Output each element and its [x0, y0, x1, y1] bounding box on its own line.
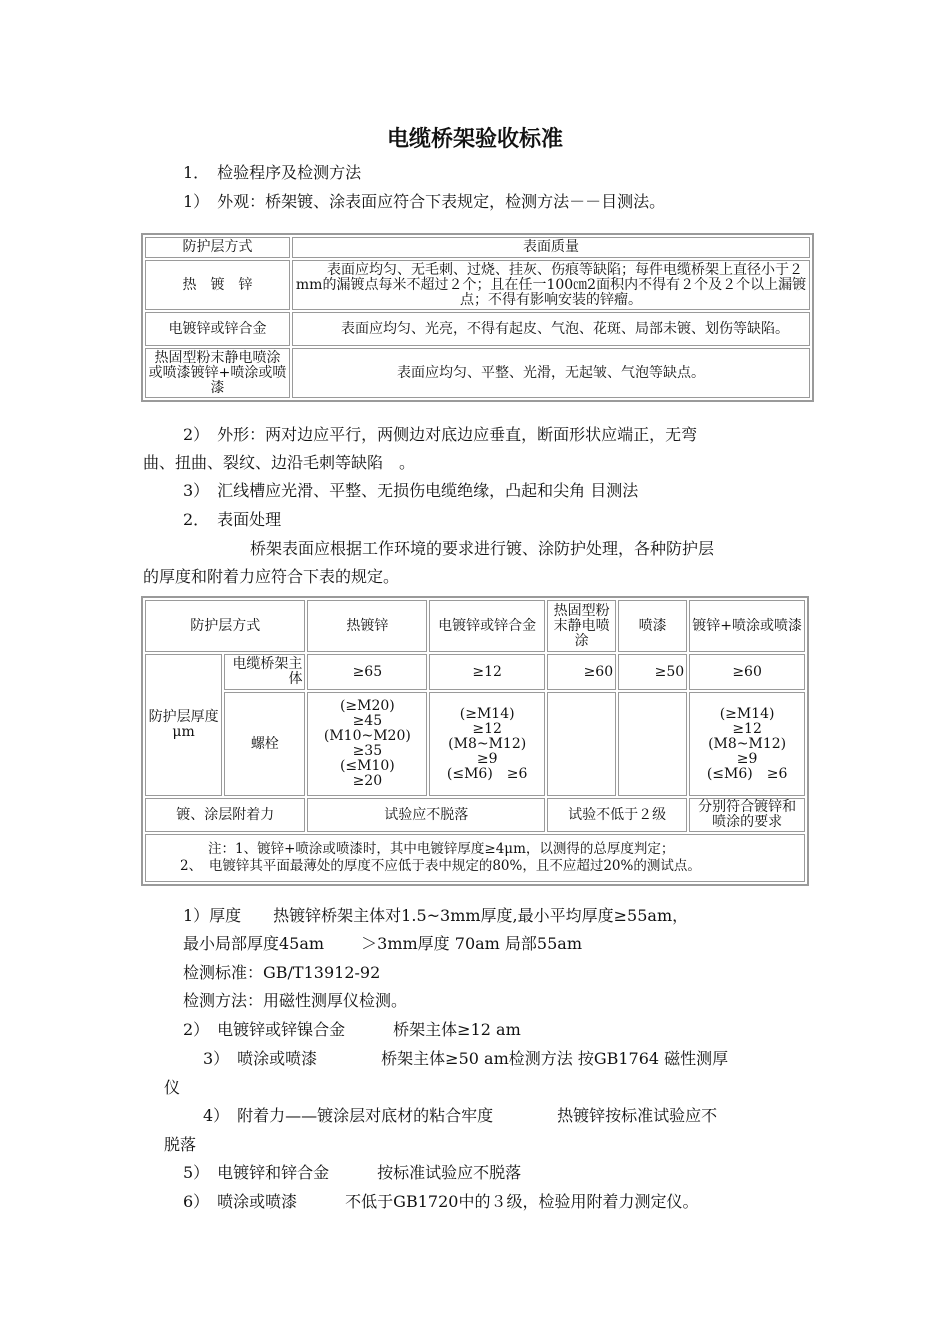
- table-cell: [547, 692, 616, 796]
- table-cell: 表面应均匀、光亮，不得有起皮、气泡、花斑、局部未镀、划伤等缺陷。: [292, 312, 810, 346]
- bolt-line: ≥9: [476, 750, 498, 767]
- paragraph: 2） 电镀锌或锌镍合金 桥架主体≥12 am: [183, 1020, 521, 1039]
- table-cell: 试验不低于２级: [547, 798, 687, 832]
- table-header: 热镀锌: [307, 600, 427, 652]
- table-cell: 表面应均匀、平整、光滑，无起皱、气泡等缺点。: [292, 348, 810, 398]
- table-cell: ≥60: [547, 654, 616, 690]
- table-cell: [429, 692, 545, 796]
- section-heading: 2． 表面处理: [183, 510, 282, 529]
- table-cell: [689, 692, 805, 796]
- bolt-line: ≥12: [472, 720, 502, 737]
- paragraph: 2） 外形：两对边应平行，两侧边对底边应垂直，断面形状应端正，无弯: [183, 425, 698, 444]
- document-title: 电缆桥架验收标准: [386, 127, 563, 152]
- bolt-line: ≥20: [352, 773, 383, 789]
- table-cell: ≥50: [618, 654, 687, 690]
- table-note: [145, 834, 805, 882]
- table-cell: [618, 692, 687, 796]
- paragraph: 3） 喷涂或喷漆 桥架主体≥50 am检测方法 按GB1764 磁性测厚: [203, 1049, 729, 1068]
- note-line: 2、 电镀锌其平面最薄处的厚度不应低于表中规定的80%，且不应超过20%的测试点。: [180, 858, 701, 874]
- table-header: 防护层方式: [145, 237, 290, 258]
- row-label: 镀、涂层附着力: [145, 798, 305, 832]
- table-header: 镀锌+喷涂或喷漆: [689, 600, 805, 652]
- table-header: 喷漆: [618, 600, 687, 652]
- bolt-line: ≥35: [352, 743, 383, 759]
- note-line: 注：1、镀锌+喷涂或喷漆时，其中电镀锌厚度≥4μm，以测得的总厚度判定；: [208, 841, 675, 857]
- table-cell: ≥12: [429, 654, 545, 690]
- paragraph: 桥架表面应根据工作环境的要求进行镀、涂防护处理，各种防护层: [250, 539, 715, 558]
- paragraph: 1） 外观：桥架镀、涂表面应符合下表规定，检测方法－－目测法。: [183, 192, 666, 211]
- table-cell: 电镀锌或锌合金: [145, 312, 290, 346]
- table-cell: 热 镀 锌: [145, 260, 290, 310]
- table-cell: ≥60: [689, 654, 805, 690]
- row-label: 电缆桥架主体: [224, 654, 305, 690]
- paragraph: 5） 电镀锌和锌合金 按标准试验应不脱落: [183, 1163, 522, 1182]
- table-cell: 表面应均匀、无毛刺、过烧、挂灰、伤痕等缺陷；每件电缆桥架上直径小于２mm的漏镀点每米不超过２个；且在任一100㎝2面积内不得有２个及２个以上漏镀点；不得有影响安装的锌瘤。: [292, 260, 810, 310]
- section-heading: 1． 检验程序及检测方法: [183, 163, 362, 182]
- table-header: 防护层方式: [145, 600, 305, 652]
- coating-thickness-table: [141, 596, 809, 886]
- bolt-line: (M8~M12): [448, 735, 527, 752]
- bolt-line: ≥12: [732, 720, 762, 737]
- table-cell: ≥65: [307, 654, 427, 690]
- paragraph: 4） 附着力——镀涂层对底材的粘合牢度 热镀锌按标准试验应不: [203, 1106, 718, 1125]
- row-label: 螺栓: [224, 692, 305, 796]
- table-cell: 分别符合镀锌和喷涂的要求: [689, 798, 805, 832]
- table-cell: 试验应不脱落: [307, 798, 545, 832]
- bolt-line: ≥45: [352, 713, 383, 729]
- table-header: 电镀锌或锌合金: [429, 600, 545, 652]
- bolt-line: (≤M6) ≥6: [706, 765, 788, 782]
- bolt-line: (≤M10): [339, 758, 395, 774]
- paragraph: 1）厚度 热镀锌桥架主体对1.5~3mm厚度,最小平均厚度≥55am，: [183, 906, 689, 925]
- bolt-line: (M8~M12): [708, 735, 787, 752]
- table-header: 热固型粉末静电喷涂: [547, 600, 616, 652]
- paragraph: 检测标准：GB/T13912-92: [183, 963, 381, 982]
- table-cell: 热固型粉末静电喷涂或喷漆镀锌+喷涂或喷漆: [145, 348, 290, 398]
- bolt-line: ≥9: [736, 750, 758, 767]
- bolt-line: (≥M14): [719, 705, 775, 722]
- bolt-line: (M10~M20): [323, 728, 411, 744]
- paragraph: 曲、扭曲、裂纹、边沿毛刺等缺陷 。: [143, 453, 416, 472]
- row-label: 防护层厚度 μm: [145, 654, 222, 796]
- bolt-line: (≥M20): [339, 698, 395, 714]
- paragraph: 3） 汇线槽应光滑、平整、无损伤电缆绝缘，凸起和尖角 目测法: [183, 481, 639, 500]
- table-header: 表面质量: [292, 237, 810, 258]
- paragraph: 6） 喷涂或喷漆 不低于GB1720中的３级，检验用附着力测定仪。: [183, 1192, 699, 1211]
- paragraph: 的厚度和附着力应符合下表的规定。: [143, 567, 400, 586]
- paragraph: 检测方法：用磁性测厚仪检测。: [183, 991, 408, 1010]
- bolt-line: (≤M6) ≥6: [446, 765, 528, 782]
- surface-quality-table: [141, 233, 814, 402]
- table-cell: [307, 692, 427, 796]
- paragraph: 最小局部厚度45am ＞3mm厚度 70am 局部55am: [183, 934, 582, 953]
- paragraph: 脱落: [164, 1135, 197, 1154]
- bolt-line: (≥M14): [459, 705, 515, 722]
- paragraph: 仪: [164, 1078, 181, 1097]
